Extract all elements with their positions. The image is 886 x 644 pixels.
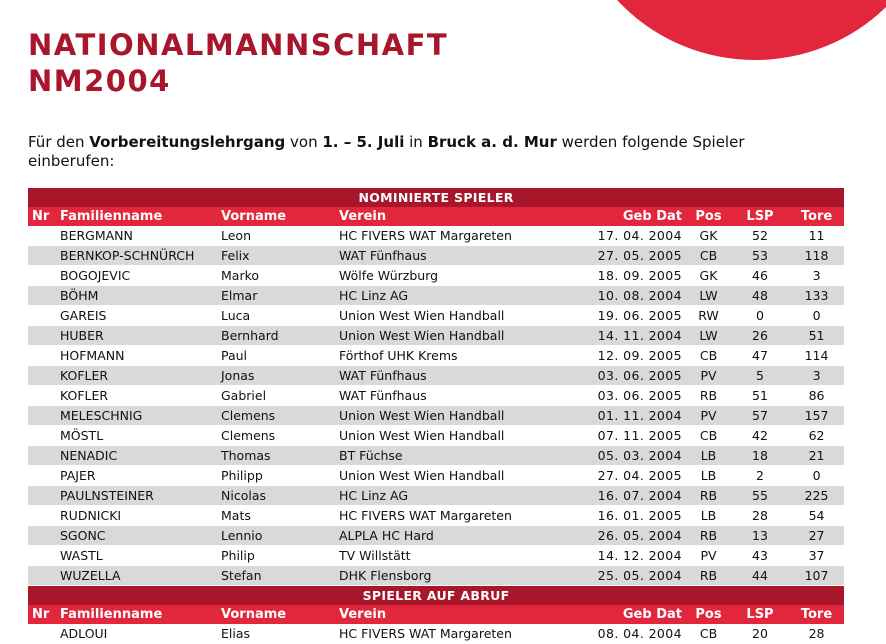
cell-tore: 225 [789,486,844,506]
cell-pos: GK [686,226,731,246]
table-row [28,446,844,466]
col-familienname: Familienname [56,605,217,624]
cell-club: DHK Flensborg [335,566,565,586]
cell-tore: 157 [789,406,844,426]
cell-dob: 08. 04. 2004 [565,624,686,644]
cell-last: MÖSTL [56,426,217,446]
page-title: NATIONALMANNSCHAFT [28,28,449,62]
cell-lsp: 28 [731,506,789,526]
cell-first: Elias [217,624,335,644]
cell-tore: 27 [789,526,844,546]
cell-first: Elmar [217,286,335,306]
cell-club: TV Willstätt [335,546,565,566]
cell-tore: 62 [789,426,844,446]
cell-first: Philipp [217,466,335,486]
cell-last: HUBER [56,326,217,346]
cell-club: Union West Wien Handball [335,306,565,326]
cell-pos: PV [686,406,731,426]
cell-lsp: 51 [731,386,789,406]
col-verein: Verein [335,605,565,624]
cell-first: Gabriel [217,386,335,406]
cell-tore: 118 [789,246,844,266]
cell-nr [28,346,56,366]
cell-dob: 05. 03. 2004 [565,446,686,466]
cell-tore: 133 [789,286,844,306]
cell-tore: 86 [789,386,844,406]
table-row [28,226,844,246]
table-row [28,406,844,426]
cell-first: Mats [217,506,335,526]
cell-lsp: 57 [731,406,789,426]
cell-last: WASTL [56,546,217,566]
cell-club: WAT Fünfhaus [335,386,565,406]
cell-nr [28,426,56,446]
table-row [28,526,844,546]
cell-nr [28,526,56,546]
cell-lsp: 55 [731,486,789,506]
table-row [28,346,844,366]
cell-last: SGONC [56,526,217,546]
cell-lsp: 13 [731,526,789,546]
cell-nr [28,266,56,286]
cell-first: Leon [217,226,335,246]
cell-club: Wölfe Würzburg [335,266,565,286]
table-row [28,286,844,306]
cell-last: GAREIS [56,306,217,326]
cell-tore: 114 [789,346,844,366]
table-row [28,366,844,386]
cell-lsp: 43 [731,546,789,566]
cell-nr [28,386,56,406]
cell-lsp: 18 [731,446,789,466]
cell-tore: 0 [789,466,844,486]
cell-tore: 3 [789,266,844,286]
intro-text: Für den Vorbereitungslehrgang von 1. – 5. Juli in Bruck a. d. Mur werden folgende Spieler einberufen: [28,133,745,170]
cell-nr [28,406,56,426]
cell-club: WAT Fünfhaus [335,246,565,266]
cell-club: Union West Wien Handball [335,466,565,486]
cell-club: HC FIVERS WAT Margareten [335,506,565,526]
cell-tore: 37 [789,546,844,566]
cell-dob: 16. 01. 2005 [565,506,686,526]
cell-pos: CB [686,246,731,266]
cell-club: Union West Wien Handball [335,426,565,446]
col-familienname: Familienname [56,207,217,226]
cell-last: RUDNICKI [56,506,217,526]
cell-club: BT Füchse [335,446,565,466]
cell-club: Förthof UHK Krems [335,346,565,366]
col-vorname: Vorname [217,207,335,226]
cell-nr [28,486,56,506]
cell-dob: 03. 06. 2005 [565,366,686,386]
cell-tore: 51 [789,326,844,346]
cell-club: HC FIVERS WAT Margareten [335,624,565,644]
cell-last: KOFLER [56,386,217,406]
cell-dob: 19. 06. 2005 [565,306,686,326]
cell-pos: LB [686,506,731,526]
cell-lsp: 47 [731,346,789,366]
table-row [28,546,844,566]
table-row [28,246,844,266]
cell-club: HC Linz AG [335,286,565,306]
cell-tore: 3 [789,366,844,386]
cell-dob: 01. 11. 2004 [565,406,686,426]
cell-lsp: 46 [731,266,789,286]
cell-first: Jonas [217,366,335,386]
cell-club: HC Linz AG [335,486,565,506]
cell-pos: RB [686,486,731,506]
table-row [28,386,844,406]
cell-lsp: 20 [731,624,789,644]
cell-first: Nicolas [217,486,335,506]
col-tore: Tore [789,605,844,624]
col-lsp: LSP [731,605,789,624]
cell-nr [28,366,56,386]
table-header-row [28,605,844,624]
cell-dob: 26. 05. 2004 [565,526,686,546]
cell-pos: RB [686,526,731,546]
cell-pos: RW [686,306,731,326]
cell-last: PAULNSTEINER [56,486,217,506]
cell-club: WAT Fünfhaus [335,366,565,386]
table-row [28,486,844,506]
cell-first: Felix [217,246,335,266]
cell-pos: PV [686,546,731,566]
cell-tore: 11 [789,226,844,246]
cell-last: BERGMANN [56,226,217,246]
nominated-players-table [28,188,844,586]
cell-tore: 21 [789,446,844,466]
cell-dob: 27. 05. 2005 [565,246,686,266]
col-gebdat: Geb Dat [565,207,686,226]
cell-last: HOFMANN [56,346,217,366]
table-row [28,306,844,326]
table-row [28,266,844,286]
section-title: SPIELER AUF ABRUF [28,586,844,605]
col-vorname: Vorname [217,605,335,624]
col-nr: Nr [28,605,56,624]
cell-nr [28,506,56,526]
cell-first: Paul [217,346,335,366]
table-row [28,466,844,486]
cell-lsp: 52 [731,226,789,246]
cell-club: Union West Wien Handball [335,406,565,426]
page-subtitle: NM2004 [28,64,171,98]
cell-club: Union West Wien Handball [335,326,565,346]
cell-first: Lennio [217,526,335,546]
cell-pos: GK [686,266,731,286]
table-row [28,506,844,526]
col-verein: Verein [335,207,565,226]
table-header-row [28,207,844,226]
col-nr: Nr [28,207,56,226]
cell-pos: PV [686,366,731,386]
cell-dob: 25. 05. 2004 [565,566,686,586]
cell-pos: CB [686,346,731,366]
cell-tore: 54 [789,506,844,526]
table-row [28,566,844,586]
cell-last: WUZELLA [56,566,217,586]
cell-dob: 17. 04. 2004 [565,226,686,246]
cell-last: NENADIC [56,446,217,466]
cell-lsp: 53 [731,246,789,266]
cell-dob: 16. 07. 2004 [565,486,686,506]
cell-dob: 10. 08. 2004 [565,286,686,306]
cell-last: MELESCHNIG [56,406,217,426]
table-row [28,426,844,446]
cell-nr [28,566,56,586]
cell-nr [28,546,56,566]
cell-dob: 12. 09. 2005 [565,346,686,366]
cell-pos: LW [686,326,731,346]
cell-nr [28,226,56,246]
cell-nr [28,306,56,326]
cell-last: BERNKOP-SCHNÜRCH [56,246,217,266]
cell-nr [28,466,56,486]
cell-pos: LW [686,286,731,306]
cell-lsp: 5 [731,366,789,386]
cell-tore: 28 [789,624,844,644]
cell-last: BOGOJEVIC [56,266,217,286]
cell-lsp: 48 [731,286,789,306]
cell-pos: CB [686,624,731,644]
cell-club: HC FIVERS WAT Margareten [335,226,565,246]
cell-pos: RB [686,566,731,586]
cell-last: BÖHM [56,286,217,306]
cell-first: Clemens [217,406,335,426]
cell-lsp: 2 [731,466,789,486]
cell-first: Philip [217,546,335,566]
cell-lsp: 26 [731,326,789,346]
cell-dob: 18. 09. 2005 [565,266,686,286]
cell-first: Bernhard [217,326,335,346]
cell-dob: 14. 12. 2004 [565,546,686,566]
col-lsp: LSP [731,207,789,226]
cell-last: KOFLER [56,366,217,386]
cell-lsp: 44 [731,566,789,586]
cell-pos: LB [686,446,731,466]
cell-pos: CB [686,426,731,446]
cell-first: Clemens [217,426,335,446]
cell-lsp: 42 [731,426,789,446]
cell-nr [28,286,56,306]
cell-first: Stefan [217,566,335,586]
cell-tore: 107 [789,566,844,586]
cell-nr [28,326,56,346]
cell-dob: 03. 06. 2005 [565,386,686,406]
cell-last: PAJER [56,466,217,486]
col-tore: Tore [789,207,844,226]
section-title: NOMINIERTE SPIELER [28,188,844,207]
cell-pos: LB [686,466,731,486]
col-gebdat: Geb Dat [565,605,686,624]
cell-first: Luca [217,306,335,326]
table-row [28,326,844,346]
col-pos: Pos [686,207,731,226]
cell-dob: 07. 11. 2005 [565,426,686,446]
on-call-players-table [28,586,844,644]
col-pos: Pos [686,605,731,624]
decorative-red-circle [570,0,886,60]
cell-dob: 14. 11. 2004 [565,326,686,346]
cell-first: Thomas [217,446,335,466]
cell-first: Marko [217,266,335,286]
cell-last: ADLOUI [56,624,217,644]
cell-nr [28,246,56,266]
cell-lsp: 0 [731,306,789,326]
cell-club: ALPLA HC Hard [335,526,565,546]
cell-dob: 27. 04. 2005 [565,466,686,486]
cell-tore: 0 [789,306,844,326]
cell-nr [28,446,56,466]
cell-pos: RB [686,386,731,406]
